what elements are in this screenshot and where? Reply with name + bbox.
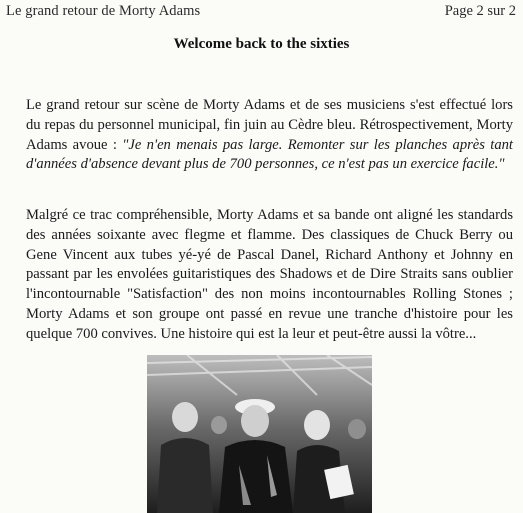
paragraph-1-intro: Le grand retour sur scène de Morty Adams et de ses musiciens s'est effectué lors du repas du personnel municipal, fin juin au Cèdre bleu. Rétrospectivement, Morty Adams avoue :	[26, 97, 513, 153]
running-header-title: Le grand retour de Morty Adams	[6, 3, 201, 19]
page-number: Page 2 sur 2	[444, 3, 516, 19]
paragraph-1-quote: "Je n'en menais pas large. Remonter sur les planches après tant d'années d'absence devant plus de 700 personnes, ce n'est pas un exercice facile."	[26, 136, 513, 173]
band-photo-image	[147, 355, 372, 513]
article-paragraph-1	[26, 96, 513, 175]
article-photo	[147, 355, 372, 513]
article-title: Welcome back to the sixties	[173, 36, 350, 52]
article-paragraph-2: Malgré ce trac compréhensible, Morty Adams et sa bande ont aligné les standards des années soixante avec flegme et flamme. Des classiques de Chuck Berry ou Gene Vincent aux tubes yé-yé de Pascal Danel, Richard Anthony et Johnny en passant par les envolées guitaristiques des Shadows et de Dire Straits sans oublier l'incontournable "Satisfaction" des non moins incontournables Rolling Stones ; Morty Adams et son groupe ont passé en revue une tranche d'histoire pour les quelque 700 convives. Une histoire qui est la leur et peut-être aussi la vôtre...	[26, 207, 513, 342]
